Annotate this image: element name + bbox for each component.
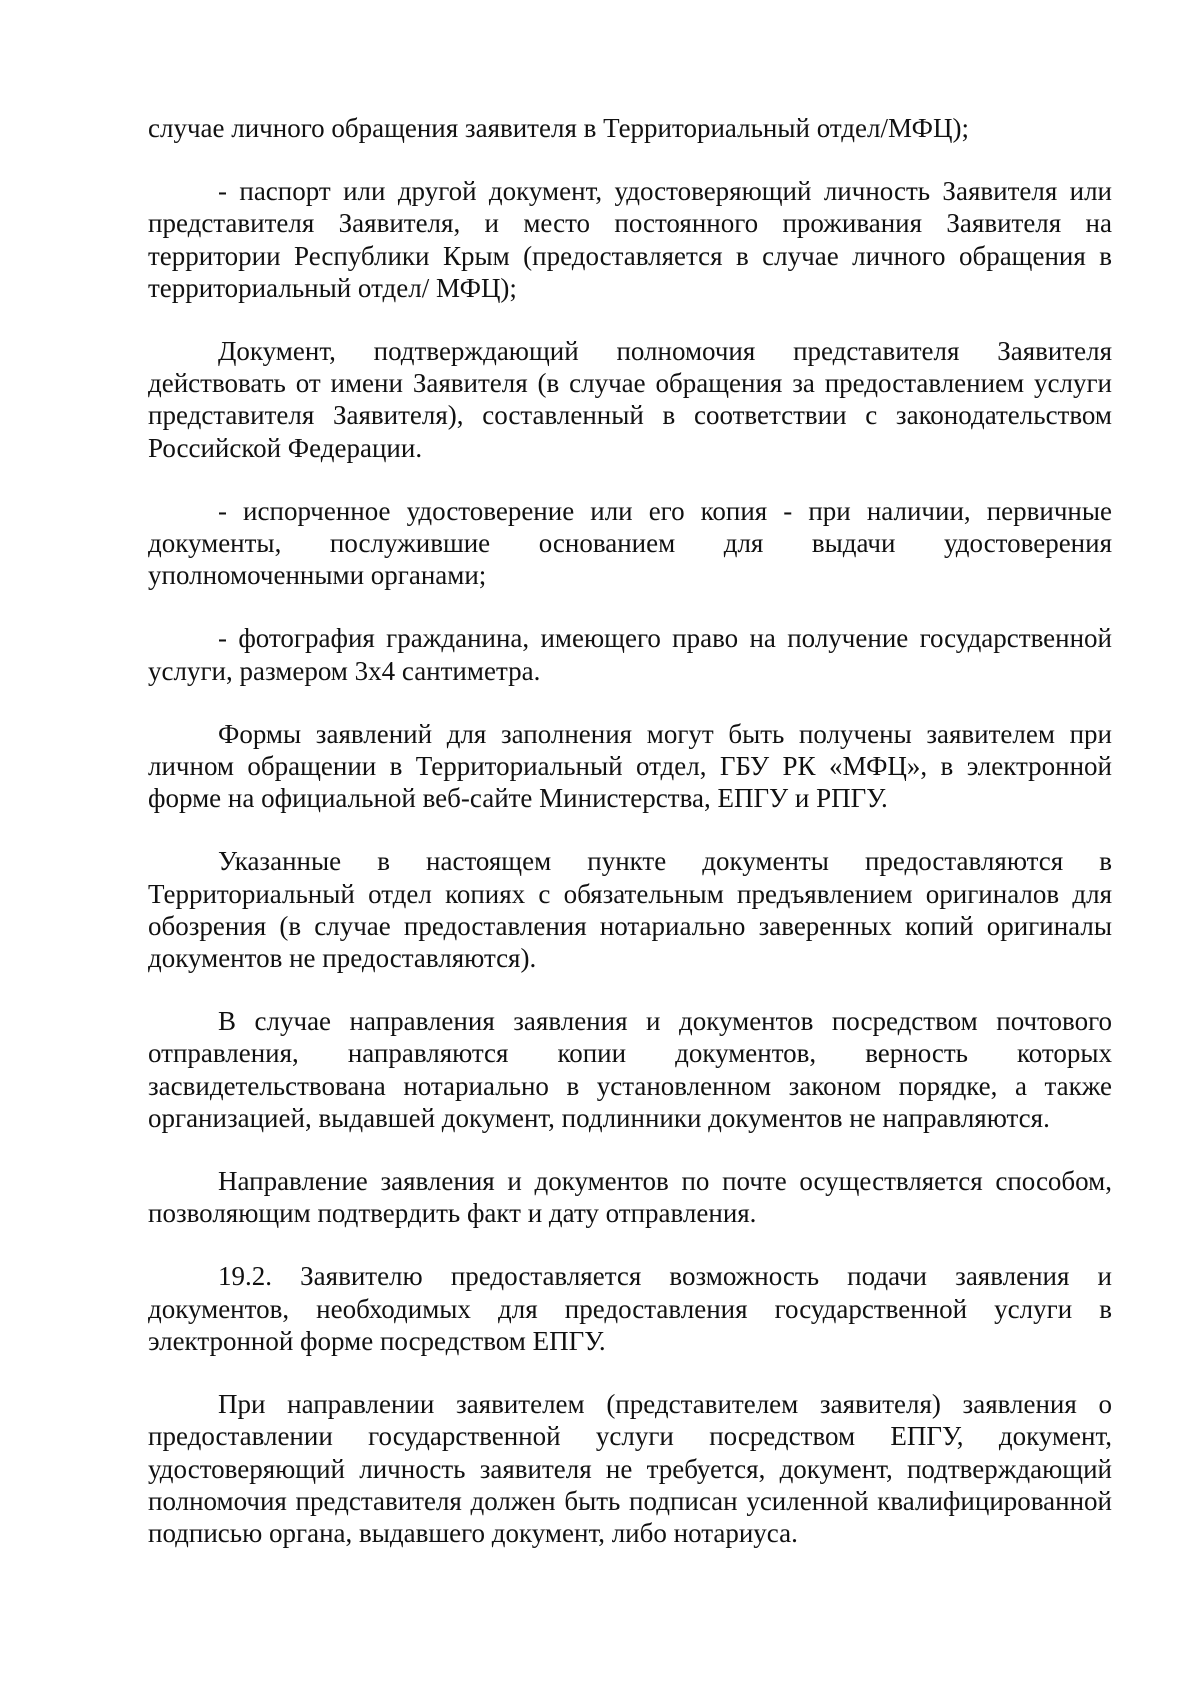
paragraph-photo: - фотография гражданина, имеющего право на получение государственной услуги, размером 3х4 сантиметра.	[148, 623, 1112, 686]
paragraph-application-forms: Формы заявлений для заполнения могут быть получены заявителем при личном обращении в Территориальный отдел, ГБУ РК «МФЦ», в электронной форме на официальной веб-сайте Министерства, ЕПГУ и РПГУ.	[148, 718, 1112, 814]
paragraph-postal: В случае направления заявления и документов посредством почтового отправления, направляются копии документов, верность которых засвидетельствована нотариально в установленном законом порядке, а также организацией, выдавшей документ, подлинники документов не направляются.	[148, 1006, 1112, 1133]
paragraph-epgu-submission: При направлении заявителем (представителем заявителя) заявления о предоставлении государственной услуги посредством ЕПГУ, документ, удостоверяющий личность заявителя не требуется, документ, подтверждающий полномочия представителя должен быть подписан усиленной квалифицированной подписью органа, выдавшего документ, либо нотариуса.	[148, 1389, 1112, 1548]
paragraph-authority-document: Документ, подтверждающий полномочия представителя Заявителя действовать от имени Заявителя (в случае обращения за предоставлением услуги представителя Заявителя), составленный в соответствии с законодательством Российской Федерации.	[148, 336, 1112, 463]
paragraph-section-19-2: 19.2. Заявителю предоставляется возможность подачи заявления и документов, необходимых для предоставления государственной услуги в электронной форме посредством ЕПГУ.	[148, 1261, 1112, 1356]
paragraph-continuation: случае личного обращения заявителя в Территориальный отдел/МФЦ);	[148, 113, 969, 143]
document-body	[148, 112, 1112, 1549]
paragraph-mail-method: Направление заявления и документов по почте осуществляется способом, позволяющим подтвердить факт и дату отправления.	[148, 1166, 1112, 1229]
paragraph-damaged-certificate: - испорченное удостоверение или его копия - при наличии, первичные документы, послужившие основанием для выдачи удостоверения уполномоченными органами;	[148, 495, 1112, 591]
paragraph-copies: Указанные в настоящем пункте документы предоставляются в Территориальный отдел копиях с обязательным предъявлением оригиналов для обозрения (в случае предоставления нотариально заверенных копий оригиналы документов не предоставляются).	[148, 846, 1112, 974]
paragraph-passport: - паспорт или другой документ, удостоверяющий личность Заявителя или представителя Заявителя, и место постоянного проживания Заявителя на территории Республики Крым (предоставляется в случае личного обращения в территориальный отдел/ МФЦ);	[148, 176, 1112, 303]
